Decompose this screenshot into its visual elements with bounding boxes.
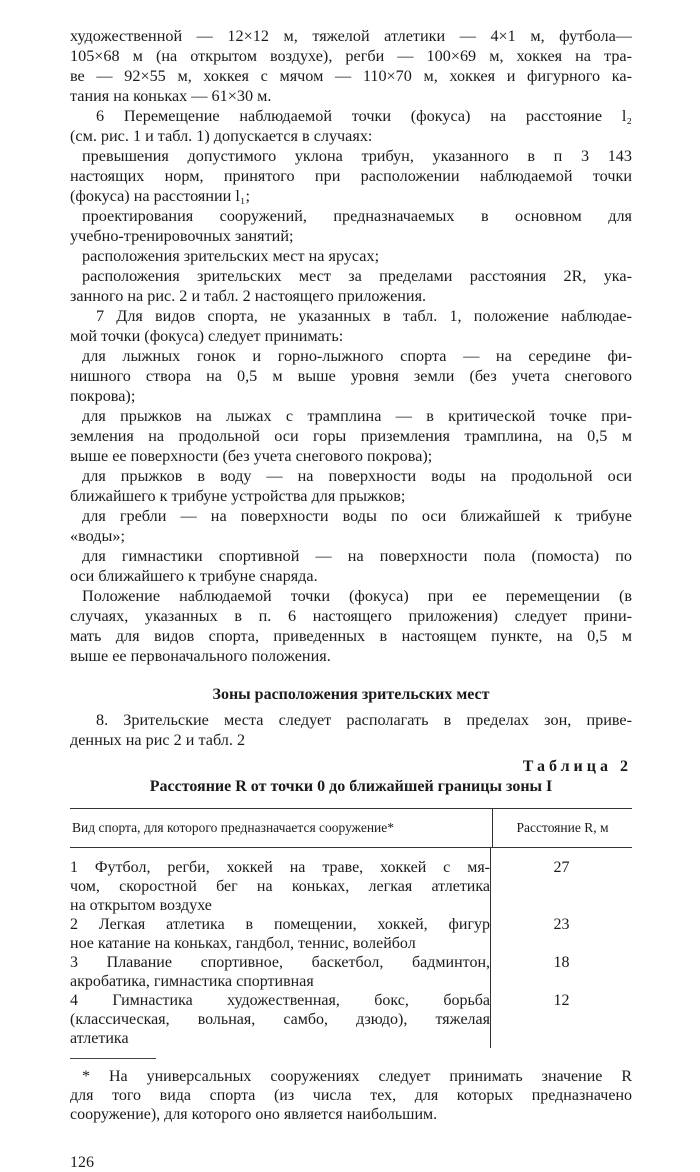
text-line: расположения зрительских мест на ярусах; [82, 247, 380, 265]
text-line: ближайшего к трибуне устройства для прыжков; [70, 487, 406, 505]
text-line: земления на продольной оси горы приземления трамплина, на 0,5 м [70, 427, 632, 445]
distance-value: 18 [553, 954, 570, 971]
cell-line: 3 Плавание спортивное, баскетбол, бадминтон, [70, 954, 490, 971]
text-line: настоящих норм, принятого при расположении наблюдаемой точки [70, 167, 632, 185]
paragraph-7-item [70, 586, 632, 666]
cell-line: (классическая, вольная, самбо, дзюдо), тяжелая [70, 1011, 490, 1028]
text-line: превышения допустимого уклона трибун, указанного в п 3 143 [82, 147, 632, 165]
text-line: 6 Перемещение наблюдаемой точки (фокуса) на расстояние l₂ [96, 107, 632, 125]
text-line: ве — 92×55 м, хоккея с мячом — 110×70 м, хоккея и фигурного ка- [70, 67, 632, 85]
paragraph-6-item [70, 246, 632, 266]
text-line: проектирования сооружений, предназначаемых в основном для [82, 207, 632, 225]
text-line: для прыжков в воду — на поверхности воды на продольной оси [82, 467, 632, 485]
text-line: оси ближайшего к трибуне снаряда. [70, 567, 318, 585]
text-line: «воды»; [70, 527, 125, 545]
text-line: выше ее поверхности (без учета снегового покрова); [70, 447, 433, 465]
text-line: мать для видов спорта, приведенных в настоящем пункте, на 0,5 м [70, 627, 632, 645]
paragraph-6-item [70, 266, 632, 306]
paragraph-6-item [70, 146, 632, 206]
text-line: 7 Для видов спорта, не указанных в табл. 1, положение наблюдае- [96, 307, 632, 325]
text-line: для гимнастики спортивной — на поверхности пола (помоста) по [82, 547, 632, 565]
cell-line: 4 Гимнастика художественная, бокс, борьба [70, 992, 490, 1009]
table-header-row [70, 809, 632, 848]
table-row [70, 991, 490, 1048]
text-line: Положение наблюдаемой точки (фокуса) при ее перемещении (в [82, 587, 632, 605]
table-sport-column [70, 848, 491, 1048]
footnote-rule [70, 1058, 156, 1059]
text-line: (см. рис. 1 и табл. 1) допускается в случаях: [70, 127, 373, 145]
text-line: выше ее первоначального положения. [70, 647, 331, 665]
paragraph-7-item [70, 546, 632, 586]
text-line: (фокуса) на расстоянии l₁; [70, 187, 251, 205]
text-line: занного на рис. 2 и табл. 2 настоящего приложения. [70, 287, 427, 305]
text-line: для гребли — на поверхности воды по оси ближайшей к трибуне [82, 507, 632, 525]
table-row [70, 915, 490, 953]
paragraph-7 [70, 306, 632, 346]
text-line: для того вида спорта (из числа тех, для которых предназначено [70, 1087, 632, 1104]
text-line: учебно-тренировочных занятий; [70, 227, 294, 245]
text-line: 8. Зрительские места следует располагать в пределах зон, приве- [96, 711, 632, 729]
table-title: Расстояние R от точки 0 до ближайшей границы зоны I [149, 778, 553, 795]
text-line: случаях, указанных в п. 6 настоящего приложения) следует прини- [70, 607, 632, 625]
paragraph-8 [70, 710, 632, 750]
distance-value: 12 [553, 992, 570, 1009]
paragraph-7-item [70, 406, 632, 466]
cell-line: на открытом воздухе [70, 897, 212, 914]
text-line: нишного створа на 0,5 м выше уровня земли (без учета снегового [70, 367, 632, 385]
paragraph-7-item [70, 506, 632, 546]
text-line: мой точки (фокуса) следует принимать: [70, 327, 344, 345]
table-header-distance: Расстояние R, м [516, 820, 609, 835]
text-line: расположения зрительских мест за пределами расстояния 2R, ука- [82, 267, 632, 285]
table-row [70, 953, 490, 991]
table-body [70, 848, 632, 1048]
text-line: для прыжков на лыжах с трамплина — в критической точке при- [82, 407, 632, 425]
text-line: * На универсальных сооружениях следует принимать значение R [82, 1068, 632, 1085]
text-line: денных на рис 2 и табл. 2 [70, 731, 246, 749]
table-distance-column [491, 848, 632, 1048]
paragraph-6 [70, 106, 632, 146]
opening-paragraph [70, 26, 632, 106]
paragraph-7-item [70, 346, 632, 406]
table-row [70, 858, 490, 915]
paragraph-6-item [70, 206, 632, 246]
document-page [70, 26, 632, 1172]
cell-line: 2 Легкая атлетика в помещении, хоккей, фигур [70, 916, 490, 933]
text-line: художественной — 12×12 м, тяжелой атлетики — 4×1 м, футбола— [70, 27, 632, 45]
table-label: Таблица 2 [522, 758, 632, 775]
text-line: 105×68 м (на открытом воздухе), регби — 100×69 м, хоккея на тра- [70, 47, 632, 65]
cell-line: акробатика, гимнастика спортивная [70, 973, 314, 990]
cell-line: ное катание на коньках, гандбол, теннис, волейбол [70, 935, 416, 952]
paragraph-7-item [70, 466, 632, 506]
cell-line: чом, скоростной бег на коньках, легкая атлетика [70, 878, 490, 895]
cell-line: атлетика [70, 1030, 129, 1047]
distance-value: 27 [553, 859, 570, 876]
distance-value: 23 [553, 916, 570, 933]
text-line: сооружение), для которого оно является наибольшим. [70, 1106, 438, 1123]
cell-line: 1 Футбол, регби, хоккей на траве, хоккей с мя- [70, 859, 490, 876]
footnote [70, 1067, 632, 1124]
text-line: тания на коньках — 61×30 м. [70, 87, 272, 105]
text-line: покрова); [70, 387, 136, 405]
table-header-sport: Вид спорта, для которого предназначается сооружение* [70, 809, 493, 847]
page-number: 126 [70, 1154, 94, 1171]
text-line: для лыжных гонок и горно-лыжного спорта — на середине фи- [82, 347, 632, 365]
section-heading: Зоны расположения зрительских мест [212, 686, 490, 703]
